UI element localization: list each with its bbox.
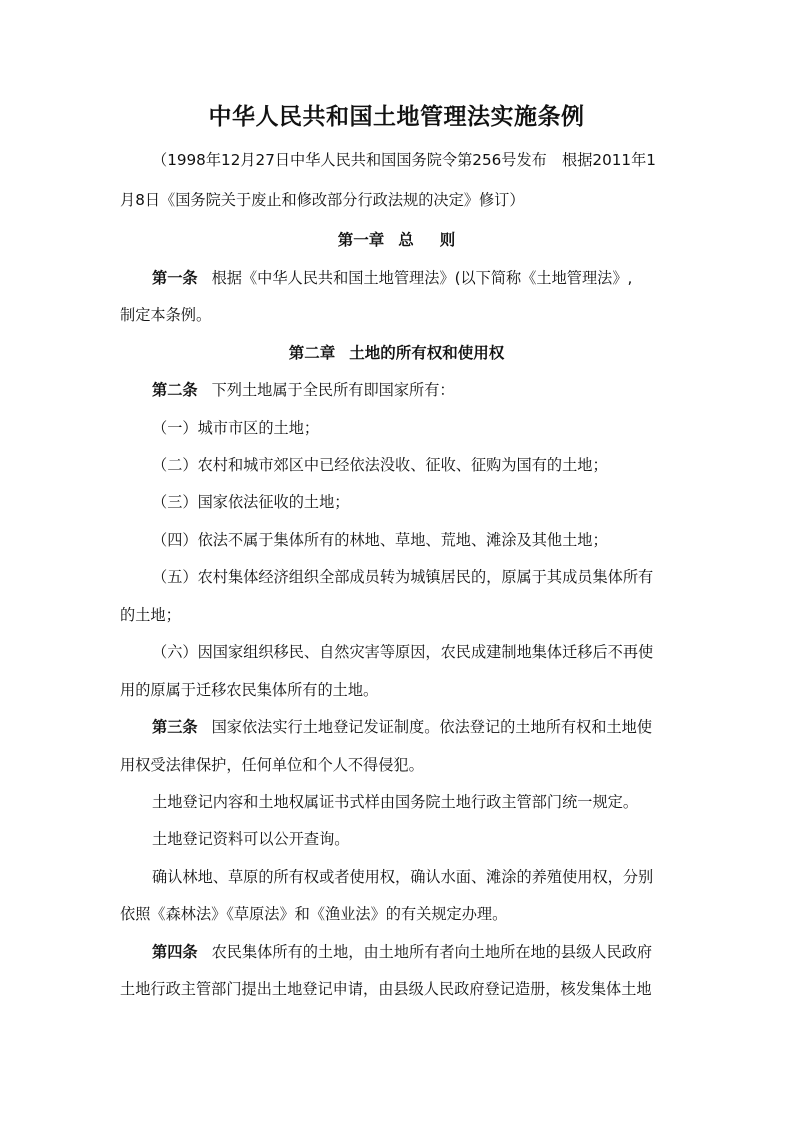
article-4-line-1 <box>152 942 652 962</box>
article-1-label: 第一条 <box>152 269 198 287</box>
article-3-label: 第三条 <box>152 718 198 736</box>
article-2-text: 下列土地属于全民所有即国家所有： <box>211 381 455 399</box>
article-1-text: 根据《中华人民共和国土地管理法》(以下简称《土地管理法》, <box>211 269 633 287</box>
article-2-item-1: （一）城市市区的土地； <box>152 419 320 437</box>
article-2-item-5-line-1: （五）农村集体经济组织全部成员转为城镇居民的，原属于其成员集体所有 <box>152 568 654 586</box>
article-1-line-1 <box>152 268 632 288</box>
article-2-item-4: （四）依法不属于集体所有的林地、草地、荒地、滩涂及其他土地； <box>152 531 608 549</box>
article-2-item-6-line-1: （六）因国家组织移民、自然灾害等原因，农民成建制地集体迁移后不再使 <box>152 643 654 661</box>
preamble-line-1: （1998年12月27日中华人民共和国国务院令第256号发布 根据2011年1 <box>152 151 656 169</box>
chapter-2-number: 第二章 <box>288 344 336 362</box>
article-2-label: 第二条 <box>152 381 198 399</box>
article-3-line-1 <box>152 717 652 737</box>
chapter-2-heading <box>0 343 793 363</box>
article-4-label: 第四条 <box>152 943 198 961</box>
document-title: 中华人民共和国土地管理法实施条例 <box>208 104 585 130</box>
article-3-para-4-line-1: 确认林地、草原的所有权或者使用权，确认水面、滩涂的养殖使用权，分别 <box>152 868 654 886</box>
article-3-text: 国家依法实行土地登记发证制度。依法登记的土地所有权和土地使 <box>211 718 652 736</box>
article-2-item-6-line-2: 用的原属于迁移农民集体所有的土地。 <box>120 681 379 699</box>
article-1-line-2: 制定本条例。 <box>120 306 212 324</box>
article-3-para-4-line-2: 依照《森林法》《草原法》和《渔业法》的有关规定办理。 <box>120 905 508 923</box>
chapter-2-name: 土地的所有权和使用权 <box>349 344 505 362</box>
chapter-1-number: 第一章 <box>337 231 385 249</box>
article-2-item-2: （二）农村和城市郊区中已经依法没收、征收、征购为国有的土地； <box>152 456 608 474</box>
chapter-1-name-b: 则 <box>439 231 456 249</box>
chapter-1-name-a: 总 <box>398 231 414 249</box>
article-2-intro <box>152 380 455 400</box>
article-3-para-2: 土地登记内容和土地权属证书式样由国务院土地行政主管部门统一规定。 <box>152 793 638 811</box>
article-2-item-3: （三）国家依法征收的土地； <box>152 493 350 511</box>
preamble-line-2: 月8日《国务院关于废止和修改部分行政法规的决定》修订） <box>120 191 525 209</box>
chapter-1-heading <box>0 230 793 250</box>
article-4-line-2: 土地行政主管部门提出土地登记申请，由县级人民政府登记造册，核发集体土地 <box>120 980 652 998</box>
article-3-line-2: 用权受法律保护，任何单位和个人不得侵犯。 <box>120 756 424 774</box>
article-3-para-3: 土地登记资料可以公开查询。 <box>152 830 350 848</box>
article-2-item-5-line-2: 的土地； <box>120 606 181 624</box>
article-4-text: 农民集体所有的土地，由土地所有者向土地所在地的县级人民政府 <box>211 943 652 961</box>
